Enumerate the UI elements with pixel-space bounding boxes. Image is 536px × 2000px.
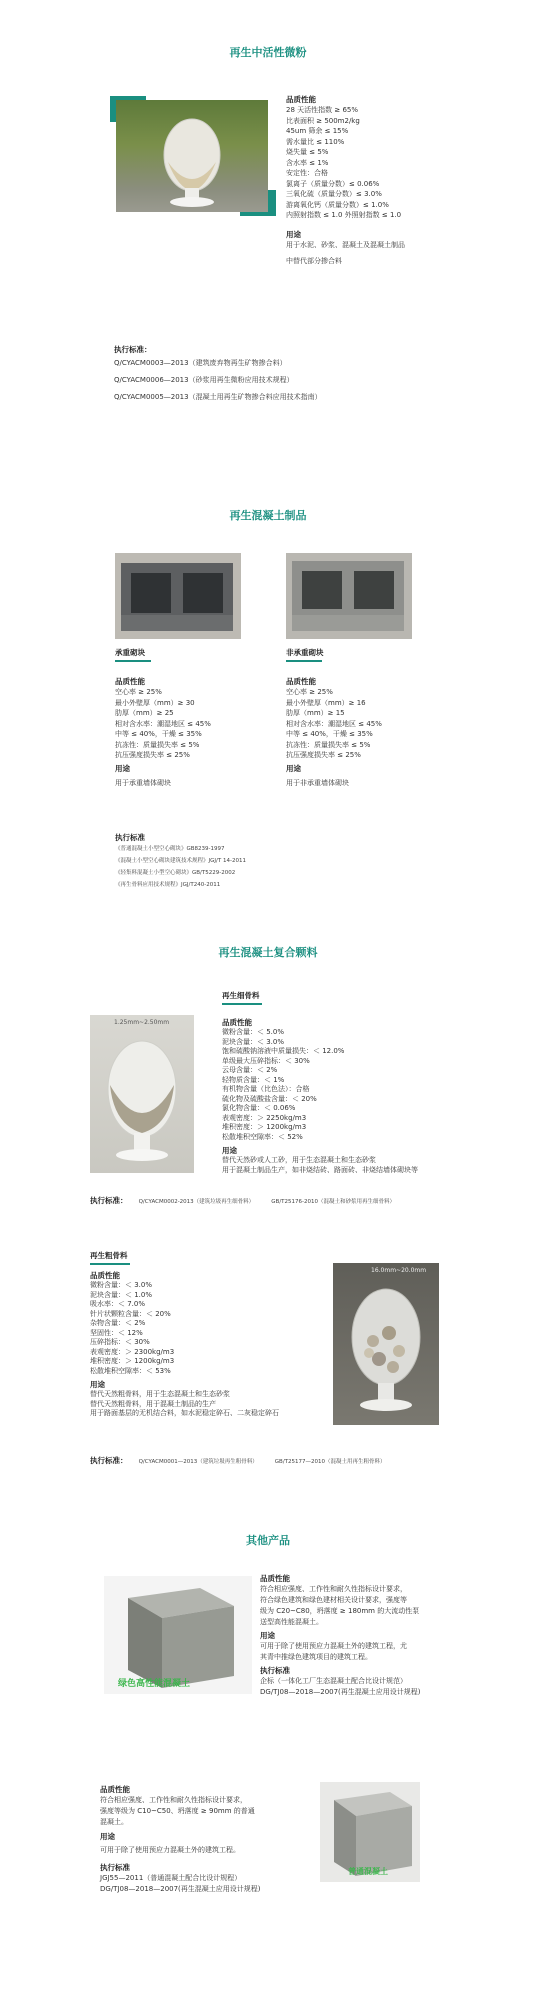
section-title-composite-aggregate: 再生混凝土复合颗料 xyxy=(218,946,318,959)
coarse-aggregate-photo xyxy=(333,1263,439,1425)
spec-line: 云母含量：＜ 2% xyxy=(222,1066,278,1074)
use-line: 用于承重墙体砌块 xyxy=(115,778,171,787)
perf-line: 符合相应强度、工作性和耐久性指标设计要求， xyxy=(260,1585,407,1593)
flask-illustration xyxy=(333,1263,439,1425)
use-title: 用途 xyxy=(222,1146,237,1155)
use-line: 用于路面基层的无机结合料，如水泥稳定碎石、二灰稳定碎石 xyxy=(90,1409,279,1417)
perf-title: 品质性能 xyxy=(90,1271,120,1280)
use-line: 可用于除了使用预应力混凝土外的建筑工程，尤 xyxy=(260,1642,407,1650)
spec-line: 坚固性：＜ 12% xyxy=(90,1328,143,1337)
spec-line: 安定性：合格 xyxy=(286,169,328,177)
spec-line: 烧失量 ≤ 5% xyxy=(286,148,329,156)
photo-caption: 普通混凝土 xyxy=(348,1867,388,1876)
spec-line: 堆积密度：＞ 1200kg/m3 xyxy=(90,1357,175,1365)
use-line: 其青中推绿色建筑项目的建筑工程。 xyxy=(260,1653,372,1661)
product-name: 非承重砌块 xyxy=(286,648,324,657)
standard-line: 《轻集料混凝土小型空心砌块》GB/T5229-2002 xyxy=(115,870,236,876)
product-name: 再生粗骨料 xyxy=(90,1251,128,1260)
use-line: 用于混凝土制品生产，如非烧结砖、路面砖、非烧结墙体砌块等 xyxy=(222,1165,418,1174)
standard-line: DG/TJ08—2018—2007(再生混凝土应用设计规程) xyxy=(100,1885,261,1893)
standard-line: 企标（一体化工厂生态混凝土配合比设计规范） xyxy=(260,1677,407,1685)
standard-line: GB/T25176-2010（混凝土和砂浆用再生细骨料） xyxy=(271,1199,396,1205)
spec-line: 抗冻性：质量损失率 ≤ 5% xyxy=(115,740,200,749)
spec-line: 相对含水率：潮湿地区 ≤ 45% xyxy=(115,719,211,728)
spec-line: 抗冻性：质量损失率 ≤ 5% xyxy=(286,740,371,749)
spec-line: 单级最大压碎指标：＜ 30% xyxy=(222,1056,310,1065)
standard-line: JGJ55—2011（普通混凝土配合比设计规程） xyxy=(100,1874,242,1882)
spec-line: 内照射指数 ≤ 1.0 外照射指数 ≤ 1.0 xyxy=(286,211,402,219)
block-illustration xyxy=(286,553,412,639)
spec-line: 空心率 ≥ 25% xyxy=(115,688,162,696)
spec-line: 压碎指标：＜ 30% xyxy=(90,1338,150,1346)
standard-line: Q/CYACM0005—2013（混凝土用再生矿物掺合料应用技术指南） xyxy=(114,393,322,401)
perf-line: 送型高性能混凝土。 xyxy=(260,1618,323,1626)
use-line: 可用于除了使用预应力混凝土外的建筑工程。 xyxy=(100,1846,240,1854)
use-title: 用途 xyxy=(100,1832,115,1841)
spec-line: 需水量比 ≤ 110% xyxy=(286,137,345,146)
spec-line: 堆积密度：＞ 1200kg/m3 xyxy=(222,1123,307,1131)
spec-line: 吸水率：＜ 7.0% xyxy=(90,1300,146,1308)
spec-line: 相对含水率：潮湿地区 ≤ 45% xyxy=(286,719,382,728)
spec-line: 微粉含量：＜ 3.0% xyxy=(90,1281,153,1289)
standard-line: DG/TJ08—2018—2007(再生混凝土应用设计规程) xyxy=(260,1688,421,1696)
spec-line: 肋厚（mm）≥ 15 xyxy=(286,709,345,717)
spec-line: 28 天活性指数 ≥ 65% xyxy=(286,106,359,114)
use-line: 用于非承重墙体砌块 xyxy=(286,778,349,787)
spec-line: 针片状颗粒含量：＜ 20% xyxy=(90,1309,171,1318)
block-illustration xyxy=(115,553,241,639)
product-name: 承重砌块 xyxy=(115,648,145,657)
use-line: 替代天然砂或人工砂，用于生态混凝土和生态砂浆 xyxy=(222,1156,376,1164)
green-concrete-photo xyxy=(104,1576,252,1694)
perf-title: 品质性能 xyxy=(222,1018,252,1027)
standards-title: 执行标准： xyxy=(114,345,152,354)
use-title: 用途 xyxy=(286,229,301,239)
flask-illustration xyxy=(116,100,268,212)
standard-line: Q/CYACM0006—2013（砂浆用再生微粉应用技术规程） xyxy=(114,376,294,384)
spec-line: 微粉含量：＜ 5.0% xyxy=(222,1028,285,1036)
spec-line: 中等 ≤ 40%，干燥 ≤ 35% xyxy=(115,730,202,738)
non-load-bearing-block-photo xyxy=(286,553,412,639)
perf-title: 品质性能 xyxy=(100,1785,130,1794)
use-title: 用途 xyxy=(286,763,301,773)
spec-line: 泥块含量：＜ 3.0% xyxy=(222,1037,285,1046)
product-name: 再生细骨料 xyxy=(222,991,260,1000)
standards-title: 执行标准 xyxy=(100,1863,130,1872)
flask-illustration xyxy=(90,1015,194,1173)
perf-title: 品质性能 xyxy=(260,1574,290,1583)
standard-line: 《混凝土小型空心砌块建筑技术规程》JGJ/T 14-2011 xyxy=(115,858,246,864)
spec-line: 中等 ≤ 40%，干燥 ≤ 35% xyxy=(286,730,373,738)
spec-line: 表观密度：＞ 2250kg/m3 xyxy=(222,1113,307,1122)
spec-line: 45um 筛余 ≤ 15% xyxy=(286,127,349,135)
standards-title: 执行标准： xyxy=(90,1456,128,1465)
perf-title: 品质性能 xyxy=(115,677,145,686)
use-line: 替代天然粗骨料，用于生态混凝土和生态砂浆 xyxy=(90,1390,230,1398)
name-underline xyxy=(286,660,322,662)
name-underline xyxy=(115,660,151,662)
use-title: 用途 xyxy=(115,763,130,773)
name-underline xyxy=(222,1003,262,1005)
perf-title: 品质性能 xyxy=(286,677,316,686)
spec-line: 松散堆积空隙率：＜ 53% xyxy=(90,1366,171,1375)
perf-line: 级为 C20~C80，坍落度 ≥ 180mm 的大流动性泵 xyxy=(260,1607,420,1615)
standards-title: 执行标准 xyxy=(115,833,145,842)
standards-title: 执行标准 xyxy=(260,1666,290,1675)
spec-line: 三氧化硫（质量分数）≤ 3.0% xyxy=(286,190,382,198)
spec-line: 泥块含量：＜ 1.0% xyxy=(90,1290,153,1299)
use-line: 用于水泥、砂浆、混凝土及混凝土制品 xyxy=(286,240,405,249)
spec-line: 氯化物含量：＜ 0.06% xyxy=(222,1104,296,1112)
section-title-concrete-products: 再生混凝土制品 xyxy=(229,509,307,522)
standard-line: Q/CYACM0002-2013（建筑垃圾再生细骨料） xyxy=(138,1199,255,1205)
photo-caption: 绿色高性能混凝土 xyxy=(118,1679,191,1689)
spec-line: 松散堆积空隙率：＜ 52% xyxy=(222,1132,303,1141)
standard-line: 《再生骨料应用技术规程》JGJ/T240-2011 xyxy=(115,882,221,888)
perf-line: 混凝土。 xyxy=(100,1818,128,1826)
standard-line: GB/T25177—2010（混凝土用再生粗骨料） xyxy=(274,1459,386,1465)
perf-line: 符合绿色建筑和绿色建材相关设计要求，强度等 xyxy=(260,1596,407,1604)
size-label: 16.0mm~20.0mm xyxy=(371,1267,427,1274)
spec-line: 含水率 ≤ 1% xyxy=(286,158,329,167)
perf-title: 品质性能 xyxy=(286,95,316,104)
fine-aggregate-photo xyxy=(90,1015,194,1173)
spec-line: 空心率 ≥ 25% xyxy=(286,688,333,696)
load-bearing-block-photo xyxy=(115,553,241,639)
spec-line: 抗压强度损失率 ≤ 25% xyxy=(286,751,361,759)
spec-line: 游离氧化钙（质量分数）≤ 1.0% xyxy=(286,200,389,209)
use-line: 替代天然粗骨料，用于混凝土制品的生产 xyxy=(90,1399,216,1408)
use-line: 中替代部分掺合料 xyxy=(286,257,342,265)
spec-line: 比表面积 ≥ 500m2/kg xyxy=(286,116,360,125)
micro-powder-photo xyxy=(116,100,268,212)
perf-line: 强度等级为 C10~C50、坍落度 ≥ 90mm 的普通 xyxy=(100,1807,255,1815)
use-title: 用途 xyxy=(90,1380,105,1389)
spec-line: 轻物质含量：＜ 1% xyxy=(222,1075,285,1084)
use-title: 用途 xyxy=(260,1631,275,1640)
standard-line: Q/CYACM0001—2013（建筑垃圾再生粗骨料） xyxy=(138,1459,258,1465)
spec-line: 硫化物及硫酸盐含量：＜ 20% xyxy=(222,1094,317,1103)
spec-line: 最小外壁厚（mm）≥ 30 xyxy=(115,698,195,707)
spec-line: 有机物含量（比色法）：合格 xyxy=(222,1085,310,1093)
spec-line: 肋厚（mm）≥ 25 xyxy=(115,709,174,717)
spec-line: 杂物含量：＜ 2% xyxy=(90,1319,146,1327)
standards-title: 执行标准： xyxy=(90,1196,128,1205)
normal-concrete-photo xyxy=(320,1782,420,1882)
perf-line: 符合相应强度、工作性和耐久性指标设计要求， xyxy=(100,1796,247,1804)
size-label: 1.25mm~2.50mm xyxy=(114,1019,170,1026)
spec-line: 饱和硫酸钠溶液中质量损失：＜ 12.0% xyxy=(222,1047,345,1055)
section-title-other-products: 其他产品 xyxy=(246,1534,290,1547)
standard-line: 《普通混凝土小型空心砌块》GB8239-1997 xyxy=(115,846,225,852)
standard-line: Q/CYACM0003—2013（建筑废弃物再生矿物掺合料） xyxy=(114,359,287,367)
spec-line: 表观密度：＞ 2300kg/m3 xyxy=(90,1347,175,1356)
spec-line: 氯离子（质量分数）≤ 0.06% xyxy=(286,179,380,188)
name-underline xyxy=(90,1263,130,1265)
spec-line: 最小外壁厚（mm）≥ 16 xyxy=(286,698,366,707)
spec-line: 抗压强度损失率 ≤ 25% xyxy=(115,751,190,759)
section-title-micro-powder: 再生中活性微粉 xyxy=(229,46,307,59)
